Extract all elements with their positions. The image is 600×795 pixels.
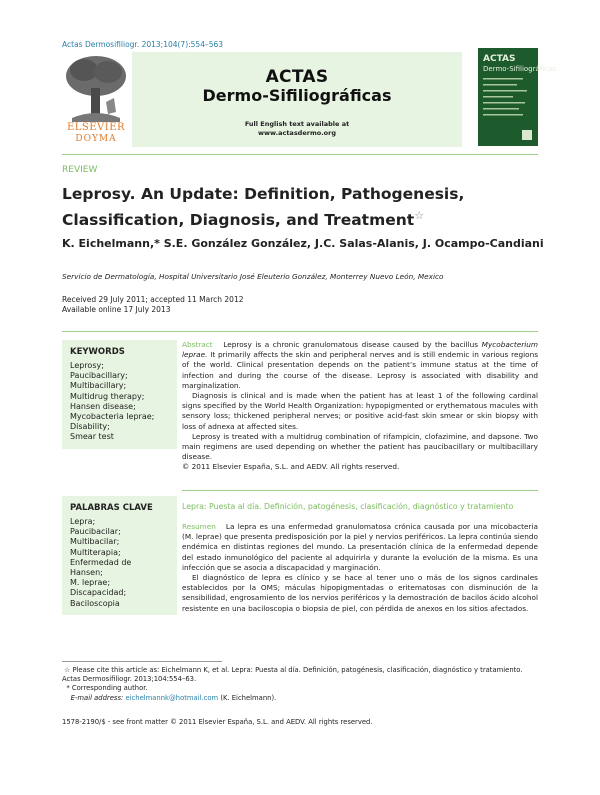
author-list: K. Eichelmann,* S.E. González González, J.C. Salas-Alanis, J. Ocampo-Candiani [62, 237, 544, 250]
abstract-end-divider [182, 490, 538, 491]
keyword-item: Leprosy; [70, 361, 104, 370]
footnote-cite-line1: Please cite this article as: Eichelmann K, et al. Lepra: Puesta al día. Definición, patogénesis, clasificación, diagnóstico y tratamiento. [72, 666, 523, 674]
keyword-item: Lepra; [70, 517, 96, 526]
footnote-cite-line2: Actas Dermosifiliogr. 2013;104:554–63. [62, 675, 197, 684]
footnote-divider [62, 661, 222, 662]
keyword-item: Hansen disease; [70, 401, 136, 411]
keyword-item: Baciloscopia [70, 598, 120, 608]
keyword-item: Disability; [70, 422, 110, 432]
keyword-item: Multiterapia; [70, 547, 121, 557]
keyword-item: Paucibacilar; [70, 527, 121, 537]
journal-citation[interactable]: Actas Dermosifiliogr. 2013;104(7):554–563 [62, 40, 224, 49]
keyword-item: Smear test [70, 432, 114, 442]
email-label: E-mail address: [70, 693, 124, 702]
keyword-item: M. leprae; [70, 578, 111, 588]
header-divider [62, 154, 538, 155]
journal-name-line2: Dermo-Sifiliográficas [202, 86, 392, 105]
full-text-note: Full English text available at [244, 120, 350, 128]
keywords-list [62, 361, 177, 449]
abstract-p1b: It primarily affects the skin and peripheral nerves and is still endemic in various regions of the world. Clinical presentation depends on the patient’s immune status at the time of infection and during the course of the disease. Leprosy is associated with disability and marginalization. [182, 350, 538, 390]
resumen-p2: El diagnóstico de lepra es clínico y se hace al tener uno o más de los signos cardinales establecidos por la OMS; máculas hipopigmentadas o eritematosas con disminución de la sensibilidad, engrosamiento de los nervios periféricos y la demostración de bacilos ácido alcohol resistente en una baciloscopia o biopsia de piel, con pérdida de anexos en los sitios afectados. [182, 573, 538, 613]
corresponding-author: Corresponding author. [71, 684, 148, 693]
abstract [182, 340, 538, 473]
spanish-title: Lepra: Puesta al día. Definición, patogénesis, clasificación, diagnóstico y tratamiento [182, 502, 514, 511]
journal-name-line1: ACTAS [265, 67, 329, 87]
cover-decoration [478, 48, 538, 146]
footnote-email [62, 694, 538, 703]
publisher-name: ELSEVIER [66, 122, 126, 133]
abstract-p3: Leprosy is treated with a multidrug combination of rifampicin, clofazimine, and dapsone. Two main regimens are used depending on whether the patient has paucibacillary or multibacillary disease. [182, 431, 538, 462]
keyword-item: Multibacilar; [70, 537, 120, 547]
footnote-mark-asterisk: * [66, 684, 70, 693]
abstract-divider [62, 331, 538, 332]
email-suffix: (K. Eichelmann). [220, 693, 277, 702]
journal-url[interactable]: www.actasdermo.org [258, 129, 336, 137]
footnote-mark-star: ☆ [64, 666, 71, 674]
tree-icon [62, 52, 130, 122]
keyword-item: Enfermedad de [70, 557, 132, 567]
publisher-subname: DOYMA [75, 134, 117, 144]
journal-cover [478, 48, 556, 146]
keyword-item: Multibacillary; [70, 381, 127, 391]
issn-line: 1578-2190/$ - see front matter © 2011 Elsevier España, S.L. and AEDV. All rights reserved. [62, 718, 373, 726]
footnote-cite [62, 666, 538, 675]
abstract-species: Mycobacterium leprae. [182, 340, 538, 360]
keyword-item: Mycobacteria leprae; [70, 412, 155, 422]
keyword-item: Paucibacillary; [70, 371, 128, 381]
resumen-label: Resumen [182, 522, 216, 531]
title-footnote-mark[interactable]: ☆ [414, 209, 425, 222]
article-title [62, 184, 538, 231]
received-date: Received 29 July 2011; accepted 11 March 2012 [62, 295, 244, 304]
elsevier-logo [62, 52, 130, 148]
keywords-panel [62, 340, 177, 449]
cover-title-line2: Dermo-Sifiliográficas [483, 65, 556, 73]
footnote-corresponding [62, 684, 538, 693]
palabras-clave-heading: PALABRAS CLAVE [70, 503, 153, 513]
abstract-label: Abstract [182, 340, 213, 349]
online-date: Available online 17 July 2013 [62, 305, 171, 314]
palabras-clave-panel [62, 496, 177, 615]
resumen [182, 522, 538, 614]
affiliation: Servicio de Dermatología, Hospital Universitario José Eleuterio González, Monterrey Nuevo León, Mexico [62, 272, 444, 281]
abstract-p2: Diagnosis is clinical and is made when the patient has at least 1 of the following cardinal signs specified by the World Health Organization: hypopigmented or erythematous macules with sensory loss; thickened peripheral nerves; or positive acid-fast skin smear or skin biopsy with loss of adnexa at affected sites. [182, 391, 538, 431]
keywords-heading: KEYWORDS [70, 347, 125, 357]
section-label: REVIEW [62, 165, 98, 175]
keyword-item: Hansen; [70, 568, 103, 578]
keyword-item: Multidrug therapy; [70, 391, 145, 401]
keyword-item: Discapacidad; [70, 588, 127, 598]
footnotes [62, 666, 538, 703]
article-title-text: Leprosy. An Update: Definition, Pathogenesis, Classification, Diagnosis, and Treatment [62, 185, 465, 230]
article-dates [62, 295, 243, 315]
resumen-p1: La lepra es una enfermedad granulomatosa crónica causada por una micobacteria (M. leprae) que presenta predisposición por la piel y nervios periféricos. La lepra continúa siendo endémica en distintas regiones del mundo. La presentación clínica de la enfermedad depende del estado inmunológico del paciente al adquirirla y durante la evolución de la misma. Es una infección que se asocia a discapacidad y marginación. [182, 522, 539, 572]
palabras-clave-list [62, 517, 177, 615]
cover-title-line1: ACTAS [483, 54, 516, 64]
email-link[interactable]: eichelmannk@hotmail.com [125, 693, 219, 702]
abstract-p1a: Leprosy is a chronic granulomatous disease caused by the bacillus [223, 340, 479, 349]
abstract-copyright: © 2011 Elsevier España, S.L. and AEDV. All rights reserved. [182, 462, 400, 472]
journal-header [132, 52, 462, 147]
